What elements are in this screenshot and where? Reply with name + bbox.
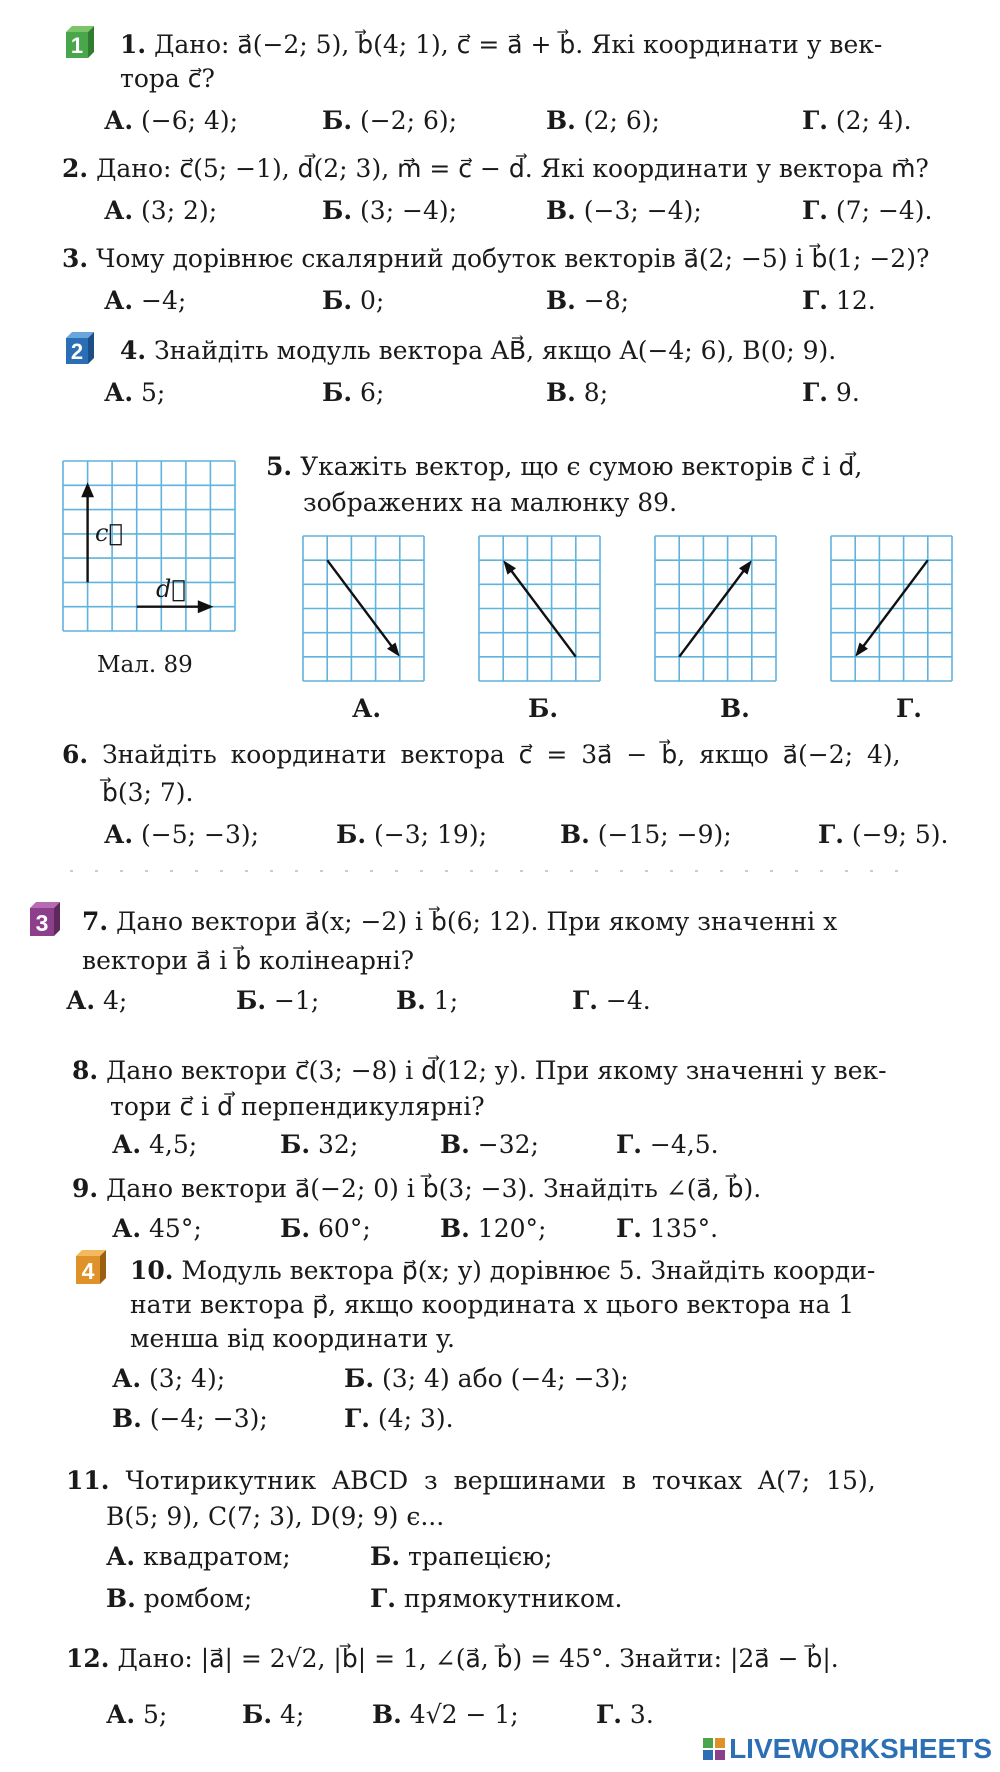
answer-grid-a[interactable]: [302, 535, 425, 691]
question-9-line-1: 9. Дано вектори a⃗(−2; 0) і b⃗(3; −3). Знайдіть ∠(a⃗, b⃗).: [72, 1174, 762, 1203]
question-10-line-2: нати вектора p⃗, якщо координата x цього вектора на 1: [130, 1290, 855, 1319]
badge-4-label: 4: [81, 1258, 95, 1284]
cut-separator: [70, 866, 900, 876]
level-badge-1: [62, 24, 98, 60]
option-v[interactable]: В. −32;: [440, 1130, 539, 1159]
question-12-line-1: 12. Дано: |a⃗| = 2√2, |b⃗| = 1, ∠(a⃗, b⃗) = 45°. Знайти: |2a⃗ − b⃗|.: [66, 1644, 839, 1673]
question-10-line-3: менша від координати y.: [130, 1324, 455, 1353]
option-a[interactable]: А. (3; 2);: [104, 196, 218, 225]
level-badge-4: [72, 1248, 108, 1284]
liveworksheets-icon: [702, 1737, 726, 1761]
question-1-number: 1.: [120, 30, 147, 59]
badge-1-label: 1: [70, 33, 84, 58]
option-b[interactable]: Б. −1;: [236, 986, 320, 1015]
question-6-line-1: 6. Знайдіть координати вектора c⃗ = 3a⃗ − b⃗, якщо a⃗(−2; 4),: [62, 740, 901, 769]
option-a[interactable]: А. (−5; −3);: [104, 820, 260, 849]
option-g[interactable]: Г. 135°.: [616, 1214, 719, 1243]
option-v[interactable]: В. −8;: [546, 286, 630, 315]
option-b[interactable]: Б. 32;: [280, 1130, 359, 1159]
question-1-text-1: Дано: a⃗(−2; 5), b⃗(4; 1), c⃗ = a⃗ + b⃗. Які координати у век-: [154, 30, 883, 59]
option-a[interactable]: А. (3; 4);: [112, 1364, 226, 1393]
option-b[interactable]: Б. (−2; 6);: [322, 106, 458, 135]
option-g[interactable]: Г. (2; 4).: [802, 106, 912, 135]
question-5-line-2: зображених на малюнку 89.: [303, 488, 678, 517]
option-v[interactable]: В. (2; 6);: [546, 106, 660, 135]
option-a[interactable]: А. (−6; 4);: [104, 106, 239, 135]
answer-grid-g[interactable]: [830, 535, 953, 691]
option-a[interactable]: А. 5;: [106, 1700, 168, 1729]
option-b[interactable]: Б. (3; 4) або (−4; −3);: [344, 1364, 629, 1393]
question-5-line-1: 5. Укажіть вектор, що є сумою векторів c⃗ і d⃗,: [266, 452, 863, 481]
liveworksheets-logo[interactable]: [702, 1732, 992, 1766]
question-10-line-1: 10. Модуль вектора p⃗(x; y) дорівнює 5. Знайдіть коорди-: [130, 1256, 876, 1285]
question-2-line-1: 2. Дано: c⃗(5; −1), d⃗(2; 3), m⃗ = c⃗ − d⃗. Які координати у вектора m⃗?: [62, 154, 929, 183]
option-g[interactable]: Г. (−9; 5).: [818, 820, 949, 849]
label-c: c⃗: [95, 519, 123, 547]
option-v[interactable]: В. ромбом;: [106, 1584, 253, 1613]
question-11-line-1: 11. Чотирикутник ABCD з вершинами в точках A(7; 15),: [66, 1466, 876, 1495]
badge-2-label: 2: [70, 339, 84, 364]
option-g[interactable]: Г. прямокутником.: [370, 1584, 623, 1613]
answer-grid-b[interactable]: [478, 535, 601, 691]
option-v[interactable]: В. (−15; −9);: [560, 820, 732, 849]
option-g[interactable]: Г. (7; −4).: [802, 196, 933, 225]
level-badge-2: [62, 330, 98, 366]
option-b[interactable]: Б. 60°;: [280, 1214, 371, 1243]
question-1-line-1: [120, 28, 882, 62]
option-b[interactable]: Б. 6;: [322, 378, 385, 407]
question-8-line-2: тори c⃗ і d⃗ перпендикулярні?: [110, 1092, 485, 1121]
badge-3-label: 3: [35, 910, 49, 936]
level-badge-3: [26, 900, 62, 936]
question-11-line-2: B(5; 9), C(7; 3), D(9; 9) є...: [106, 1502, 445, 1531]
grid-letter-v: В.: [720, 694, 750, 723]
figure-89-grid: [62, 460, 236, 641]
option-a[interactable]: А. 5;: [104, 378, 166, 407]
option-b[interactable]: Б. 4;: [242, 1700, 305, 1729]
option-g[interactable]: Г. −4,5.: [616, 1130, 719, 1159]
option-g[interactable]: Г. (4; 3).: [344, 1404, 454, 1433]
option-g[interactable]: Г. 3.: [596, 1700, 654, 1729]
option-g[interactable]: Г. 9.: [802, 378, 860, 407]
option-b[interactable]: Б. 0;: [322, 286, 385, 315]
option-g[interactable]: Г. 12.: [802, 286, 876, 315]
question-4-line-1: 4. Знайдіть модуль вектора AB⃗, якщо A(−4; 6), B(0; 9).: [120, 336, 837, 365]
question-7-line-2: вектори a⃗ і b⃗ колінеарні?: [82, 946, 414, 975]
question-8-line-1: 8. Дано вектори c⃗(3; −8) і d⃗(12; y). При якому значенні y век-: [72, 1056, 887, 1085]
option-b[interactable]: Б. трапецією;: [370, 1542, 553, 1571]
option-a[interactable]: А. квадратом;: [106, 1542, 291, 1571]
question-3-line-1: 3. Чому дорівнює скалярний добуток векторів a⃗(2; −5) і b⃗(1; −2)?: [62, 244, 930, 273]
question-1-line-2: тора c⃗?: [120, 64, 215, 93]
grid-letter-g: Г.: [896, 694, 922, 723]
question-6-line-2: b⃗(3; 7).: [102, 778, 194, 807]
option-g[interactable]: Г. −4.: [572, 986, 651, 1015]
option-v[interactable]: В. (−3; −4);: [546, 196, 702, 225]
option-v[interactable]: В. 1;: [396, 986, 459, 1015]
grid-letter-b: Б.: [528, 694, 559, 723]
option-b[interactable]: Б. (−3; 19);: [336, 820, 487, 849]
answer-grid-v[interactable]: [654, 535, 777, 691]
label-d: d⃗: [156, 575, 186, 603]
option-a[interactable]: А. 4;: [66, 986, 128, 1015]
option-v[interactable]: В. (−4; −3);: [112, 1404, 268, 1433]
option-v[interactable]: В. 120°;: [440, 1214, 547, 1243]
watermark-text: LIVEWORKSHEETS: [729, 1733, 992, 1764]
question-7-line-1: 7. Дано вектори a⃗(x; −2) і b⃗(6; 12). При якому значенні x: [82, 907, 838, 936]
figure-caption: Мал. 89: [97, 652, 193, 678]
option-a[interactable]: А. 4,5;: [112, 1130, 198, 1159]
option-v[interactable]: В. 4√2 − 1;: [372, 1700, 519, 1729]
option-a[interactable]: А. 45°;: [112, 1214, 202, 1243]
grid-letter-a: А.: [352, 694, 382, 723]
option-b[interactable]: Б. (3; −4);: [322, 196, 458, 225]
option-v[interactable]: В. 8;: [546, 378, 609, 407]
option-a[interactable]: А. −4;: [104, 286, 187, 315]
